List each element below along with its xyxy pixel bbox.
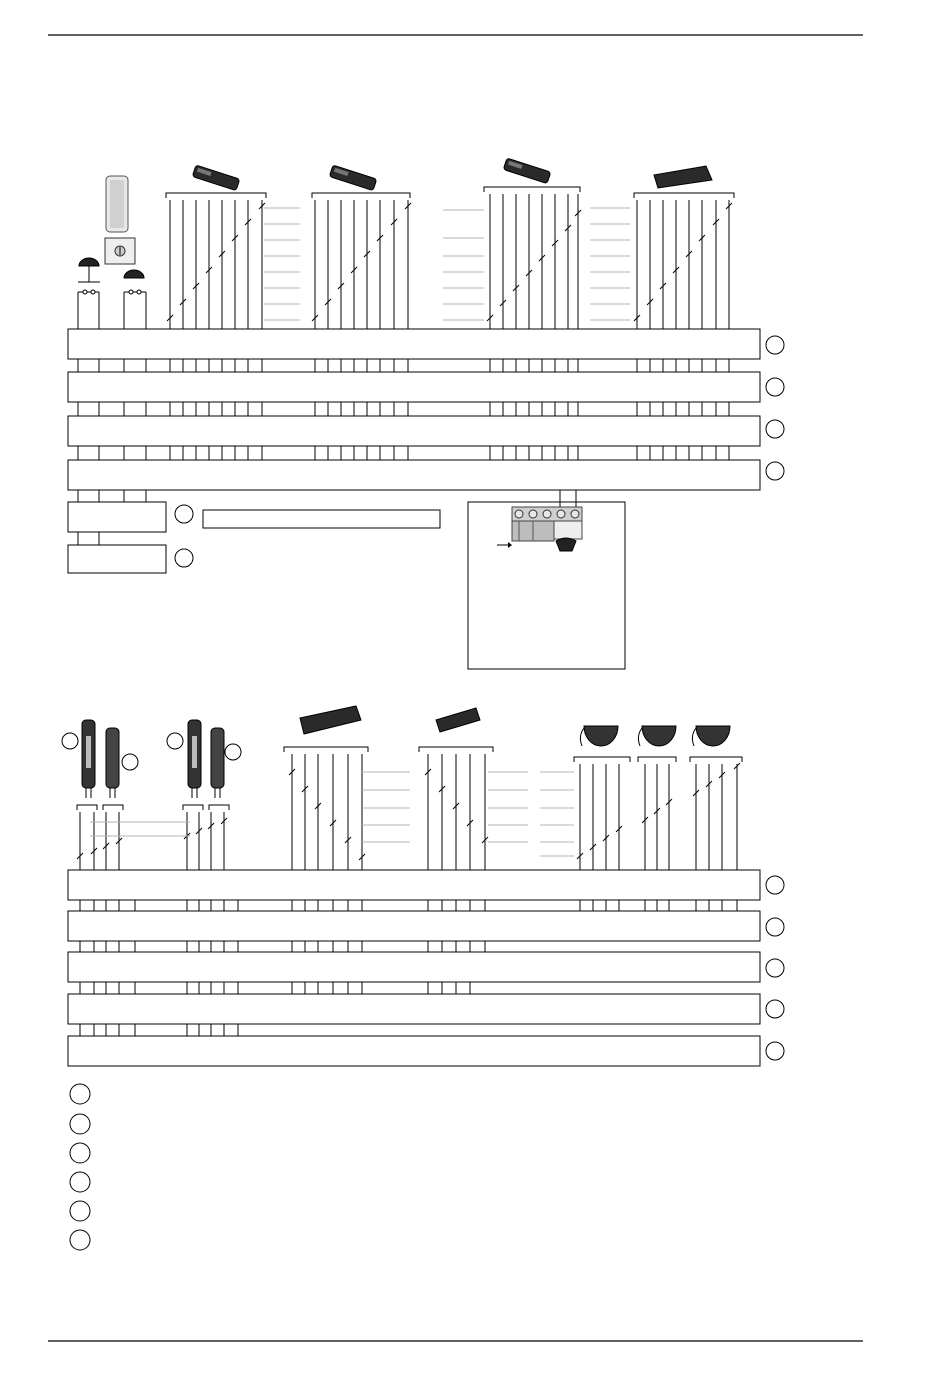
device-marker bbox=[167, 733, 183, 749]
aux-wires bbox=[264, 208, 630, 320]
safety-edge-brackets bbox=[77, 805, 229, 810]
group-bracket bbox=[484, 187, 580, 192]
device-marker bbox=[225, 744, 241, 760]
wire-bundle bbox=[167, 200, 265, 329]
group-bracket bbox=[690, 757, 742, 762]
legend-marker bbox=[70, 1230, 90, 1250]
rail-2 bbox=[68, 372, 760, 402]
aux-box-1 bbox=[68, 502, 166, 532]
aux-box-marker bbox=[175, 505, 193, 523]
legend-marker bbox=[70, 1172, 90, 1192]
beacon-icon bbox=[106, 176, 128, 232]
keyswitch-icon bbox=[105, 238, 135, 264]
rail-3 bbox=[68, 416, 760, 446]
wire-bundle bbox=[487, 194, 581, 329]
photocell-icon bbox=[300, 706, 361, 734]
pushbutton-icon bbox=[78, 258, 100, 282]
rail-marker bbox=[766, 959, 784, 977]
legend-marker bbox=[70, 1143, 90, 1163]
group-bracket bbox=[634, 193, 734, 198]
wire-bundle bbox=[577, 763, 740, 870]
group-bracket bbox=[166, 193, 266, 198]
legend-marker bbox=[70, 1114, 90, 1134]
photocell-transmitter-icon bbox=[329, 165, 376, 191]
aux-box-marker bbox=[175, 549, 193, 567]
group-bracket bbox=[312, 193, 410, 198]
wire-bundle bbox=[312, 200, 411, 329]
legend bbox=[70, 1084, 90, 1250]
legend-marker bbox=[70, 1201, 90, 1221]
rail-marker bbox=[766, 1000, 784, 1018]
rail-1 bbox=[68, 329, 760, 359]
radar-sensor-icon bbox=[580, 726, 618, 746]
aux-box-2 bbox=[68, 545, 166, 573]
aux-wires bbox=[90, 772, 574, 856]
rail-marker bbox=[766, 1042, 784, 1060]
photocell-icon bbox=[436, 708, 480, 732]
wire-bundle bbox=[289, 754, 365, 870]
pushbutton-icon bbox=[124, 270, 144, 278]
rail-4 bbox=[68, 460, 760, 490]
device-marker bbox=[62, 733, 78, 749]
wire-bundle bbox=[77, 812, 227, 870]
rail-marker bbox=[766, 336, 784, 354]
photocell-transmitter-icon bbox=[192, 165, 239, 191]
group-bracket bbox=[419, 747, 493, 752]
rail-marker bbox=[766, 420, 784, 438]
safety-edge-icon bbox=[188, 720, 201, 798]
legend-marker bbox=[70, 1084, 90, 1104]
group-bracket bbox=[284, 747, 368, 752]
rail-8 bbox=[68, 994, 760, 1024]
safety-edge-icon bbox=[106, 728, 119, 798]
radar-sensor-icon bbox=[638, 726, 676, 746]
rail-marker bbox=[766, 918, 784, 936]
rail-marker bbox=[766, 378, 784, 396]
group-bracket bbox=[638, 757, 676, 762]
rail-6 bbox=[68, 911, 760, 941]
rail-7 bbox=[68, 952, 760, 982]
rail-9 bbox=[68, 1036, 760, 1066]
wire-bundle bbox=[425, 754, 488, 870]
safety-edge-icon bbox=[82, 720, 95, 798]
rail-5 bbox=[68, 870, 760, 900]
group-bracket bbox=[574, 757, 630, 762]
pushbutton-contact bbox=[78, 290, 146, 329]
rail-marker bbox=[766, 462, 784, 480]
wire-bundle bbox=[634, 200, 732, 329]
photocell-transmitter-icon bbox=[503, 158, 550, 184]
device-marker bbox=[122, 754, 138, 770]
empty-text-field bbox=[203, 510, 440, 528]
rail-marker bbox=[766, 876, 784, 894]
radar-sensor-icon bbox=[692, 726, 730, 746]
terminal-inset bbox=[468, 490, 625, 669]
safety-edge-icon bbox=[211, 728, 224, 798]
photocell-receiver-icon bbox=[654, 166, 712, 188]
